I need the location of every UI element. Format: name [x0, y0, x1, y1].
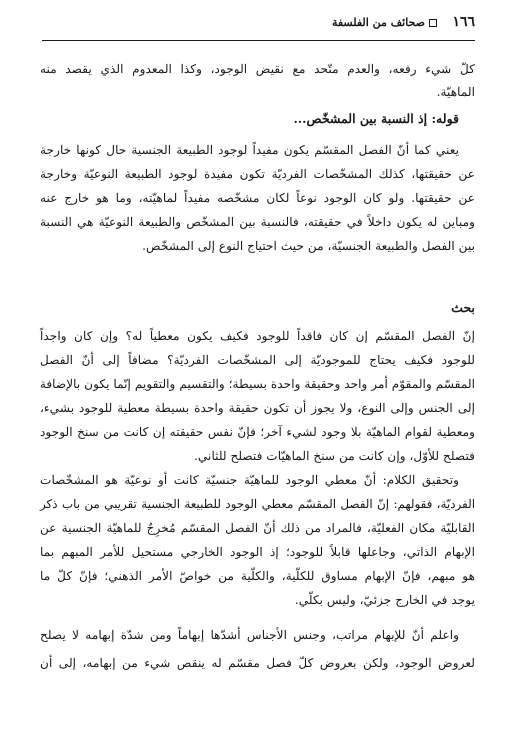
quote-label: قوله: إذ النسبة بين المشخّص... [293, 111, 459, 126]
text-line: هو مبهم، فإنّ الإبهام مساوق للكلّية، والكلّية من خواصّ الأمر الذهني؛ فإنّ كلّ ما [40, 569, 475, 583]
running-title-text: صحائف من الفلسفة [331, 16, 425, 29]
text-line: فتصلح للأوّل، وإن كانت من سنخ الماهيّات فتصلح للثاني. [194, 449, 475, 463]
text-line: لعروض الوجود، ولكن بعروض كلّ فصل مقسّم له ينقص شيء من إبهامه، إلى أن [40, 656, 475, 670]
text-line: عن حقيقتها، كذلك المشخّصات الفرديّة تكون مفيدة لوجود الطبيعة النوعيّة وخارجة [40, 167, 475, 181]
text-line: القابليّة مكان الفعليّة، فالمراد من ذلك أنّ الفصل المقسّم مُخرِجٌ للماهيّة الجنسية عن [40, 521, 475, 535]
section-heading: بحث [451, 300, 475, 315]
text-line: عن حقيقتها. ولو كان الوجود نوعاً لكان مشخّصه مفيداً لماهيّته، وما هو خارج عنه [40, 191, 475, 205]
text-line: يوجد في الخارج جزئيّ، وليس بكلّي. [294, 593, 475, 607]
page-header [42, 14, 475, 36]
text-line: للوجود فكيف يحتاج للموجوديّة إلى المشخّصات الفرديّة؟ مضافاً إلى أنّ الفصل [40, 353, 475, 367]
text-line: ومباين له يكون داخلاً في حقيقته، فالنسبة بين المشخّص والطبيعة النوعيّة هي النسبة [40, 215, 475, 229]
text-line: الماهيّة. [436, 85, 475, 99]
page-number: ١٦٦ [452, 14, 475, 30]
header-rule [42, 40, 475, 41]
text-line: المقسّم والمقوّم أمر واحد وحقيقة واحدة بسيطة؛ والتقسيم والتقويم إنّما يكون بالإضافة [39, 377, 475, 391]
text-line: كلّ شيء رفعه، والعدم متّحد مع نقيض الوجود، وكذا المعدوم الذي يقصد منه [40, 62, 475, 76]
text-line: وتحقيق الكلام: أنّ معطي الوجود للماهيّة جنسيّة كانت أو نوعيّة هو المشخّصات [40, 473, 459, 487]
text-line: إنّ الفصل المقسّم إن كان فاقداً للوجود فكيف يكون معطياً له؟ وإن كان واجداً [40, 329, 475, 343]
text-line: يعني كما أنّ الفصل المقسّم يكون مفيداً لوجود الطبيعة الجنسية حال كونها خارجة [40, 143, 459, 157]
square-ornament-icon [429, 19, 437, 27]
text-line: ومعطية لقوام الماهيّة بلا وجود لشيء آخر؛ فإنّ نفس حقيقته إن كانت من سنخ الوجود [40, 425, 475, 439]
text-line: الإبهام الذاتي، وجاعلها قابلاً للوجود؛ إذ الوجود الخارجي مستحيل للأمر المبهم بما [40, 545, 475, 559]
text-line: الفرديّة، فقولهم: إنّ الفصل المقسّم معطي الوجود للطبيعة الجنسية تقريبي من باب ذكر [40, 497, 475, 511]
text-line: واعلم أنّ للإبهام مراتب، وجنس الأجناس أشدّها إبهاماً ومن شدّة إبهامه لا يصلح [40, 628, 459, 642]
text-line: بين الفصل والطبيعة الجنسيّة، من حيث احتياج النوع إلى المشخّص. [142, 239, 475, 253]
running-title [332, 16, 437, 29]
text-line: إلى الجنس وإلى النوع، ولا يجوز أن تكون حقيقة واحدة بسيطة معطية للوجود بشيء، [40, 401, 475, 415]
